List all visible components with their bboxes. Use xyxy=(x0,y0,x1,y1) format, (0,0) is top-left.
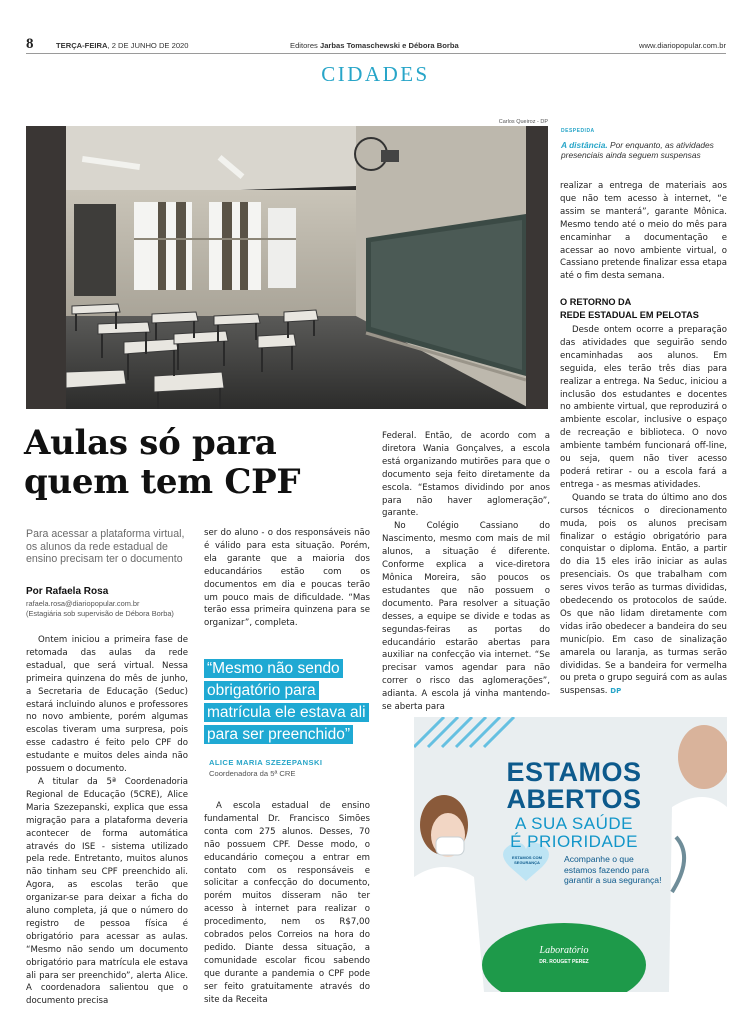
headline xyxy=(24,424,384,502)
col3-p1: Federal. Então, de acordo com a diretora Wania Gonçalves, a escola está organizando mutirões para que o documento seja feito diretamente da escola. “Estamos dividindo por anos para não haver aglomeração”, garante. xyxy=(382,431,550,519)
pull-quote xyxy=(204,658,376,746)
col2-p1: ser do aluno - o dos responsáveis não é válido para esta situação. Porém, ela garante que a maioria dos educandários estão com os documentos em dia e poucas terão um pouco mais de dificuldade. “Mas terão essa primeira quinzena para se organizar”, completa. xyxy=(204,528,370,629)
caption-lead: A distância. xyxy=(561,139,608,150)
photo-credit: Carlos Queiroz - DP xyxy=(498,119,548,125)
end-mark: DP xyxy=(610,687,622,696)
ad-safety-badge: ESTAMOS COM SEGURANÇA xyxy=(512,855,542,865)
col4-p3-text: Quando se trata do último ano dos cursos técnicos o direcionamento muda, pois os alunos precisam finalizar o estágio obrigatório para conquistar o diploma. Então, a partir do dia 15 eles irão iniciar as aulas presenciais. Os que trabalham com seres vivos terão as turmas divididas, obedecendo os protocolos de saúde. Os que não lidam diretamente com vidas irão obedecer a bandeira do seu município. Em caso de sinalização amarela ou laranja, as turmas serão divididas. Se a bandeira for vermelha ou preta o grupo seguirá com as aulas suspensas. xyxy=(560,492,727,697)
photo-caption xyxy=(561,126,721,161)
caption-tag: DESPEDIDA xyxy=(561,128,595,134)
editors-names: Jarbas Tomaschewski e Débora Borba xyxy=(319,41,459,50)
subheading-line-1: O RETORNO DA xyxy=(560,297,632,307)
page-header xyxy=(26,38,726,54)
col4-p1: realizar a entrega de materiais aos que não tem acesso à internet, “e assim se manterá”, garante Mônica. Mesmo tendo até o meio do mês para encaminhar a documentação e acessar ao novo ambiente virtual, o Cassiano pretende finalizar essa etapa até o fim desta semana. xyxy=(560,181,727,282)
ad-title-line-2: ABERTOS xyxy=(506,784,642,814)
supervision-note: (Estagiária sob supervisão de Débora Borba) xyxy=(26,608,174,618)
headline-line-2: quem tem CPF xyxy=(24,462,301,502)
column-2-bottom xyxy=(204,800,370,1007)
ad-lab-subtitle: DR. ROUGET PEREZ xyxy=(539,959,589,965)
column-1 xyxy=(26,634,188,1008)
classroom-photo xyxy=(26,126,548,409)
ad-title xyxy=(474,759,674,813)
section-title: CIDADES xyxy=(321,62,430,86)
caption-text: Por enquanto, as atividades presenciais ainda seguem suspensas xyxy=(561,139,714,161)
ad-subtitle-line-1: A SUA SAÚDE xyxy=(515,814,633,833)
editors-prefix: Editores xyxy=(290,41,320,50)
headline-line-1: Aulas só para xyxy=(24,423,277,463)
col1-p1: Ontem iniciou a primeira fase de retomada das aulas da rede estadual, que será virtual. Nessa primeira quinzena do mês de junho, a Secretaria de Educação (Seduc) estará incluindo alunos e professores no novo ambiente, porém algumas escolas tiveram uma surpresa, pois esse cadastro é feito pelo CPF do estudante e muitos deles ainda não possuem o documento. xyxy=(26,635,188,775)
ad-subtitle-line-2: É PRIORIDADE xyxy=(510,832,638,851)
quote-author-role: Coordenadora da 5ª CRE xyxy=(209,769,296,778)
ad-title-line-1: ESTAMOS xyxy=(506,757,642,787)
ad-subtitle xyxy=(474,815,674,851)
col3-p2: No Colégio Cassiano do Nascimento, mesmo com mais de mil alunos, a situação é diferente. Conforme explica a vice-diretora Mônica Moreira, são poucos os estudantes que não possuem o documento. Para resolver a situação desses, a equipe se divide e todas as segundas-feiras as portas do educandário estarão abertas para auxiliar na confecção via internet. “Se precisar vamos agendar para não correr o risco das aglomerações”, adianta. A escola já vinha mantendo-se aberta para xyxy=(382,521,550,713)
column-4-top xyxy=(560,180,727,283)
ad-body: Acompanhe o que estamos fazendo para garantir a sua segurança! xyxy=(564,854,662,885)
date: , 2 DE JUNHO DE 2020 xyxy=(107,41,189,50)
col4-p2: Desde ontem ocorre a preparação das atividades que seguirão sendo encaminhadas aos alunos. Em seguida, eles terão três dias para realizar a entrega. Na Seduc, iniciou a inclusão dos estudantes e docentes no ambiente virtual, que reproduzirá o ambiente escolar, inclusive o espaço de recreação e biblioteca. O novo ambiente também funcionará off-line, ou seja, quem não tiver acesso poderá retirar - ou a escola fará a entrega - as mesmas atividades. xyxy=(560,325,727,490)
col2-p2: A escola estadual de ensino fundamental Dr. Francisco Simões conta com 275 alunos. Desses, 70 não possuem CPF. Desse modo, o educandário começou a entrar em contato com os responsáveis e solicitar a confecção do documento, porém muitos disseram não ter acesso à internet para realizar o procedimento, nem os R$7,00 cobrados pelos Correios na hora do pedido. Diante dessa situação, a comunidade escolar ficou sabendo que durante a pandemia o CPF pode ser feito gratuitamente através do site da Receita xyxy=(204,801,370,1005)
issue-date xyxy=(56,41,189,50)
ad-lab-name: Laboratório xyxy=(539,945,589,956)
article-deck: Para acessar a plataforma virtual, os alunos da rede estadual de ensino precisam ter o documento xyxy=(26,528,185,566)
column-3 xyxy=(382,430,550,714)
site-url[interactable]: www.diariopopular.com.br xyxy=(639,41,726,50)
quote-author: ALICE MARIA SZEZEPANSKI xyxy=(209,758,323,767)
column-2-top xyxy=(204,527,370,630)
column-4-bottom xyxy=(560,324,727,698)
weekday: TERÇA-FEIRA xyxy=(56,41,108,50)
subheading xyxy=(560,296,727,322)
col1-p2: A titular da 5ª Coordenadoria Regional de Educação (5CRE), Alice Maria Szezepanski, explica que essa migração para a plataforma deveria acontecer de forma automática através do ISE - sistema utilizado pela rede. Entretanto, muitos alunos não tinham seu CPF preenchido ali. Agora, as escolas terão que organizar-se para deixar a ficha do aluno completa, já que o número do registro de pessoa física é obrigatório para acessar as aulas. “Mesmo não sendo um documento obrigatório para matrícula ele estava ali para ser preenchido”, alerta Alice. A coordenadora salientou que o documento precisa xyxy=(26,776,188,1007)
advertisement[interactable] xyxy=(414,717,727,992)
page-number: 8 xyxy=(26,36,34,52)
subheading-line-2: REDE ESTADUAL EM PELOTAS xyxy=(560,309,699,320)
author-email[interactable]: rafaela.rosa@diariopopular.com.br xyxy=(26,599,140,608)
pull-quote-text: “Mesmo não sendo obrigatório para matrícula ele estava ali para ser preenchido” xyxy=(204,659,369,744)
classroom-illustration xyxy=(26,126,548,409)
header-rule xyxy=(26,53,726,54)
editors xyxy=(290,41,459,50)
col4-p3 xyxy=(560,492,727,699)
byline: Por Rafaela Rosa xyxy=(26,586,109,597)
byline-meta xyxy=(26,599,196,618)
